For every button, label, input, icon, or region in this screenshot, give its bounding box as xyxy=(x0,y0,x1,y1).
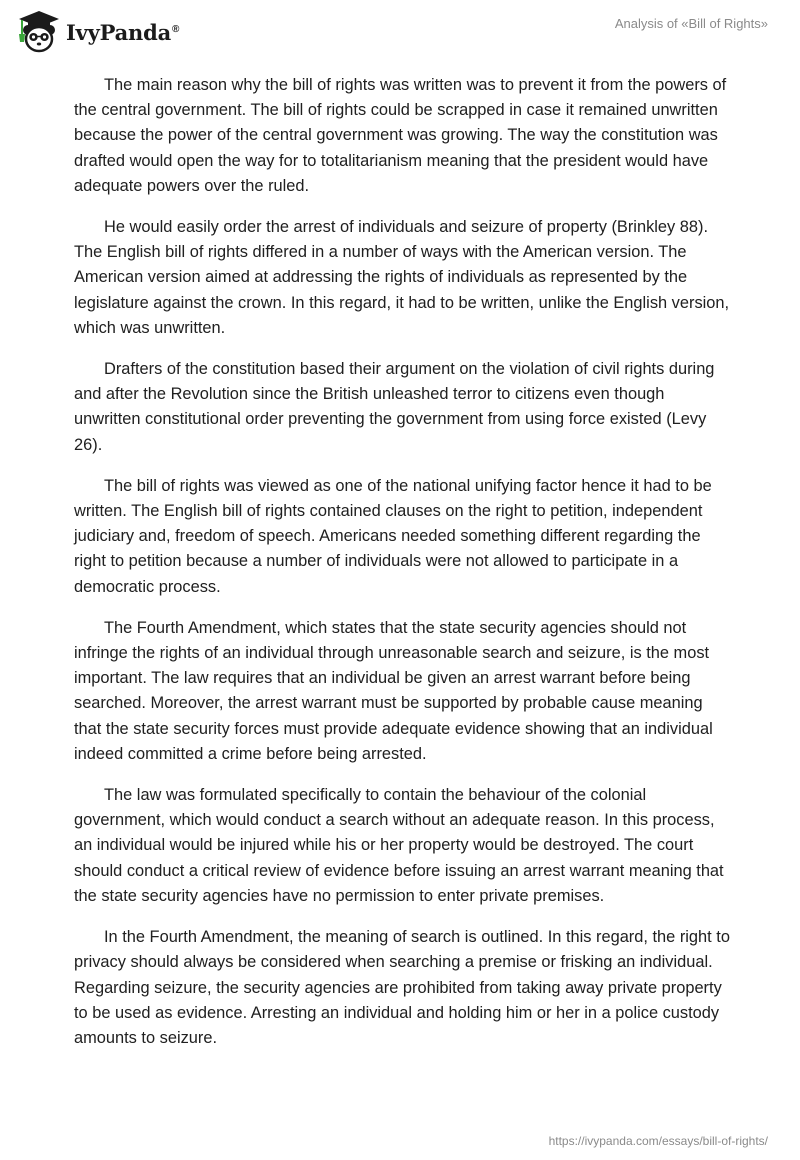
paragraph: The main reason why the bill of rights was written was to prevent it from the powers of the central government. The bill of rights could be scrapped in case it remained unwritten because the power of the central government was growing. The way the constitution was drafted would open the way for to totalitarianism meaning that the president would have adequate powers over the ruled. xyxy=(74,76,727,195)
paragraph: In the Fourth Amendment, the meaning of search is outlined. In this regard, the right to privacy should always be considered when searching a premise or frisking an individual. Regarding seizure, the security agencies are prohibited from taking away private property to be used as evidence. Arresting an individual and holding him or her in a police custody amounts to seizure. xyxy=(74,928,730,1047)
ivypanda-logo[interactable] xyxy=(14,9,179,53)
page-header xyxy=(0,0,800,64)
source-url[interactable]: https://ivypanda.com/essays/bill-of-rights/ xyxy=(548,1134,768,1148)
essay-body xyxy=(74,73,734,1067)
paragraph: The bill of rights was viewed as one of the national unifying factor hence it had to be written. The English bill of rights contained clauses on the right to petition, independent judiciary and, freedom of speech. Americans needed something different regarding the right to petition because a number of individuals were not allowed to participate in a democratic process. xyxy=(74,476,712,596)
logo-wordmark xyxy=(66,20,179,45)
document-title: Analysis of «Bill of Rights» xyxy=(614,16,768,31)
panda-graduate-icon xyxy=(14,9,64,53)
paragraph: The law was formulated specifically to contain the behaviour of the colonial government, which would conduct a search without an adequate reason. In this process, an individual would be injured while his or her property would be destroyed. The court should conduct a critical review of evidence before issuing an arrest warrant meaning that the state security agencies have no permission to enter private premises. xyxy=(74,786,724,905)
paragraph: Drafters of the constitution based their argument on the violation of civil rights during and after the Revolution since the British unleashed terror to citizens even though unwritten constitutional order preventing the government from using force existed (Levy 26). xyxy=(74,360,715,454)
registered-mark: ® xyxy=(172,23,180,35)
paragraph: The Fourth Amendment, which states that the state security agencies should not infringe the rights of an individual through unreasonable search and seizure, is the most important. The law requires that an individual be given an arrest warrant before being searched. Moreover, the arrest warrant must be supported by probable cause meaning that the state security forces must provide adequate evidence showing that an individual indeed committed a crime before being arrested. xyxy=(74,618,713,763)
logo-text: IvyPanda xyxy=(66,19,172,45)
paragraph: He would easily order the arrest of individuals and seizure of property (Brinkley 88). The English bill of rights differed in a number of ways with the American version. The American version aimed at addressing the rights of individuals as represented by the legislature against the crown. In this regard, it had to be written, unlike the English version, which was unwritten. xyxy=(74,218,730,337)
